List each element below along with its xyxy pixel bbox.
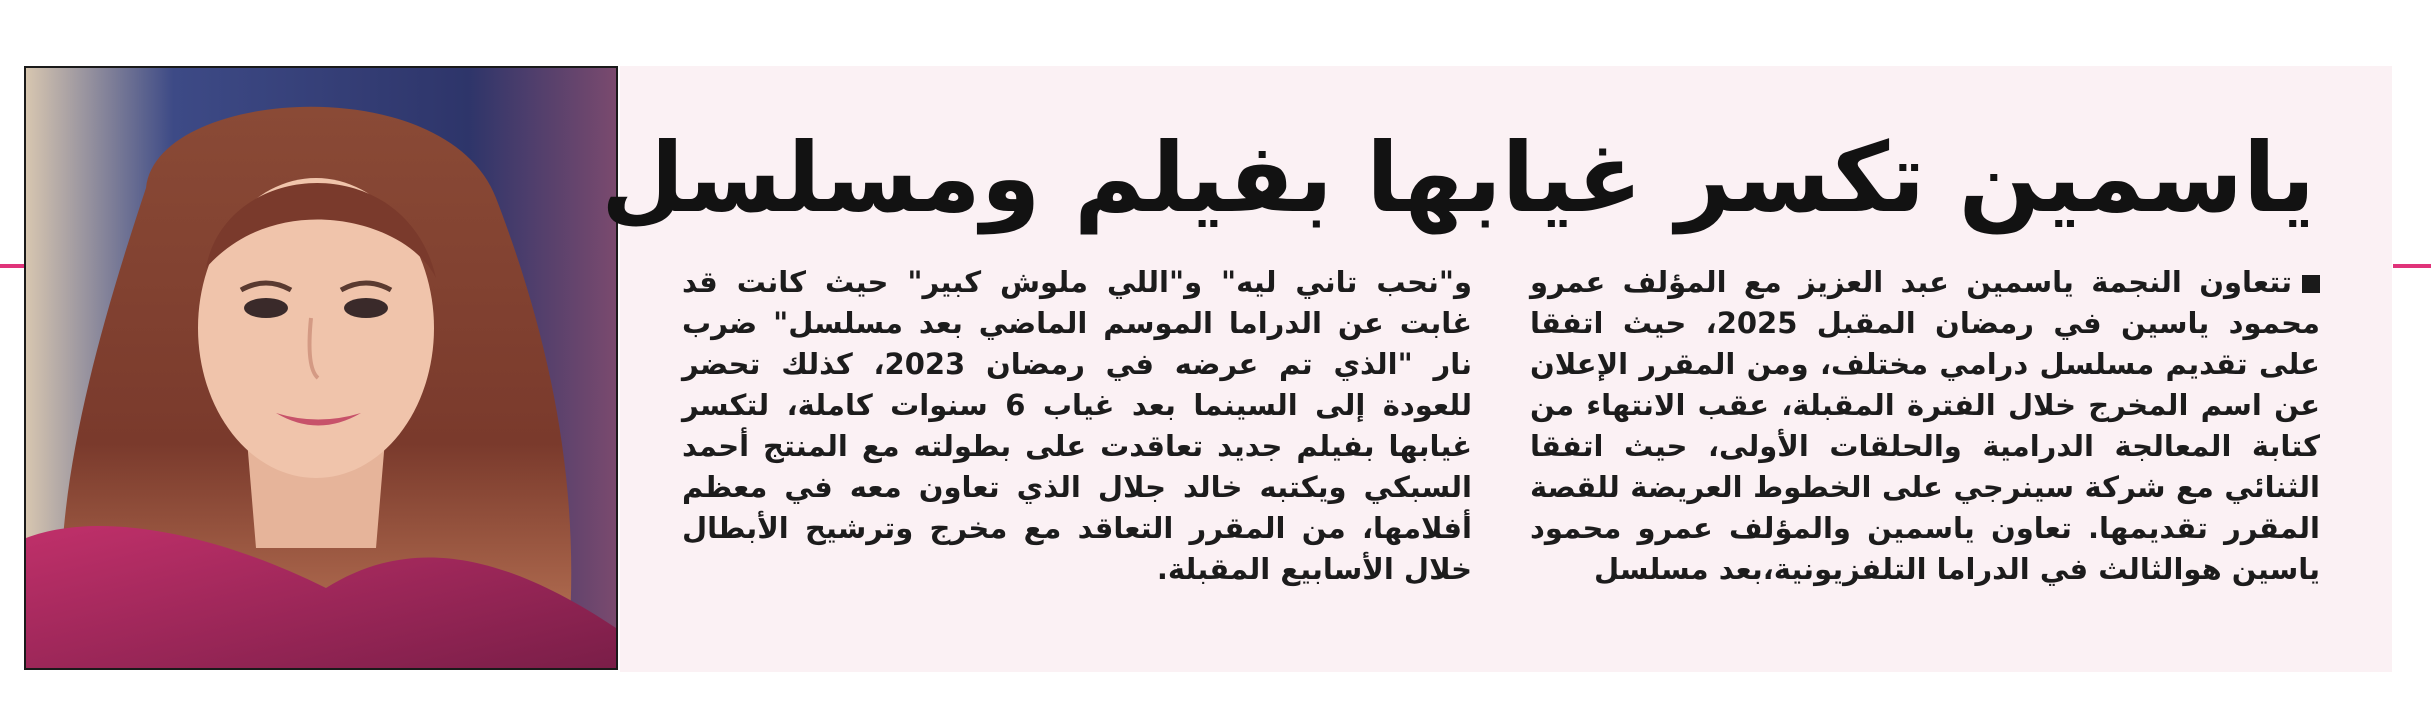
square-bullet-icon <box>2302 275 2320 293</box>
article-photo <box>24 66 618 670</box>
portrait-illustration <box>26 68 616 668</box>
article-column-left <box>682 262 1472 590</box>
article-body-right: تتعاون النجمة ياسمين عبد العزيز مع المؤلف عمرو محمود ياسين في رمضان المقبل 2025، حيث اتفقا على تقديم مسلسل درامي مختلف، ومن المقرر الإعلان عن اسم المخرج خلال الفترة المقبلة، عقب الانتهاء من كتابة المعالجة الدرامية والحلقات الأولى، حيث اتفقا الثنائي مع شركة سينرجي على الخطوط العريضة للقصة المقرر تقديمها. تعاون ياسمين والمؤلف عمرو محمود ياسين هوالثالث في الدراما التلفزيونية،بعد مسلسل <box>1530 265 2321 586</box>
article-paragraph-right <box>1530 262 2320 590</box>
article-headline: ياسمين تكسر غيابها بفيلم ومسلسل <box>601 122 2315 234</box>
right-edge-mark <box>2393 264 2431 268</box>
article-column-right <box>1530 262 2320 590</box>
left-edge-mark <box>0 264 24 268</box>
article-body-left: و"نحب تاني ليه" و"اللي ملوش كبير" حيث كانت قد غابت عن الدراما الموسم الماضي بعد مسلسل" ضرب نار "الذي تم عرضه في رمضان 2023، كذلك تحضر للعودة إلى السينما بعد غياب 6 سنوات كاملة، لتكسر غيابها بفيلم جديد تعاقدت على بطولته مع المنتج أحمد السبكي ويكتبه خالد جلال الذي تعاون معه في معظم أفلامها، من المقرر التعاقد مع مخرج وترشيح الأبطال خلال الأسابيع المقبلة. <box>682 265 1473 586</box>
